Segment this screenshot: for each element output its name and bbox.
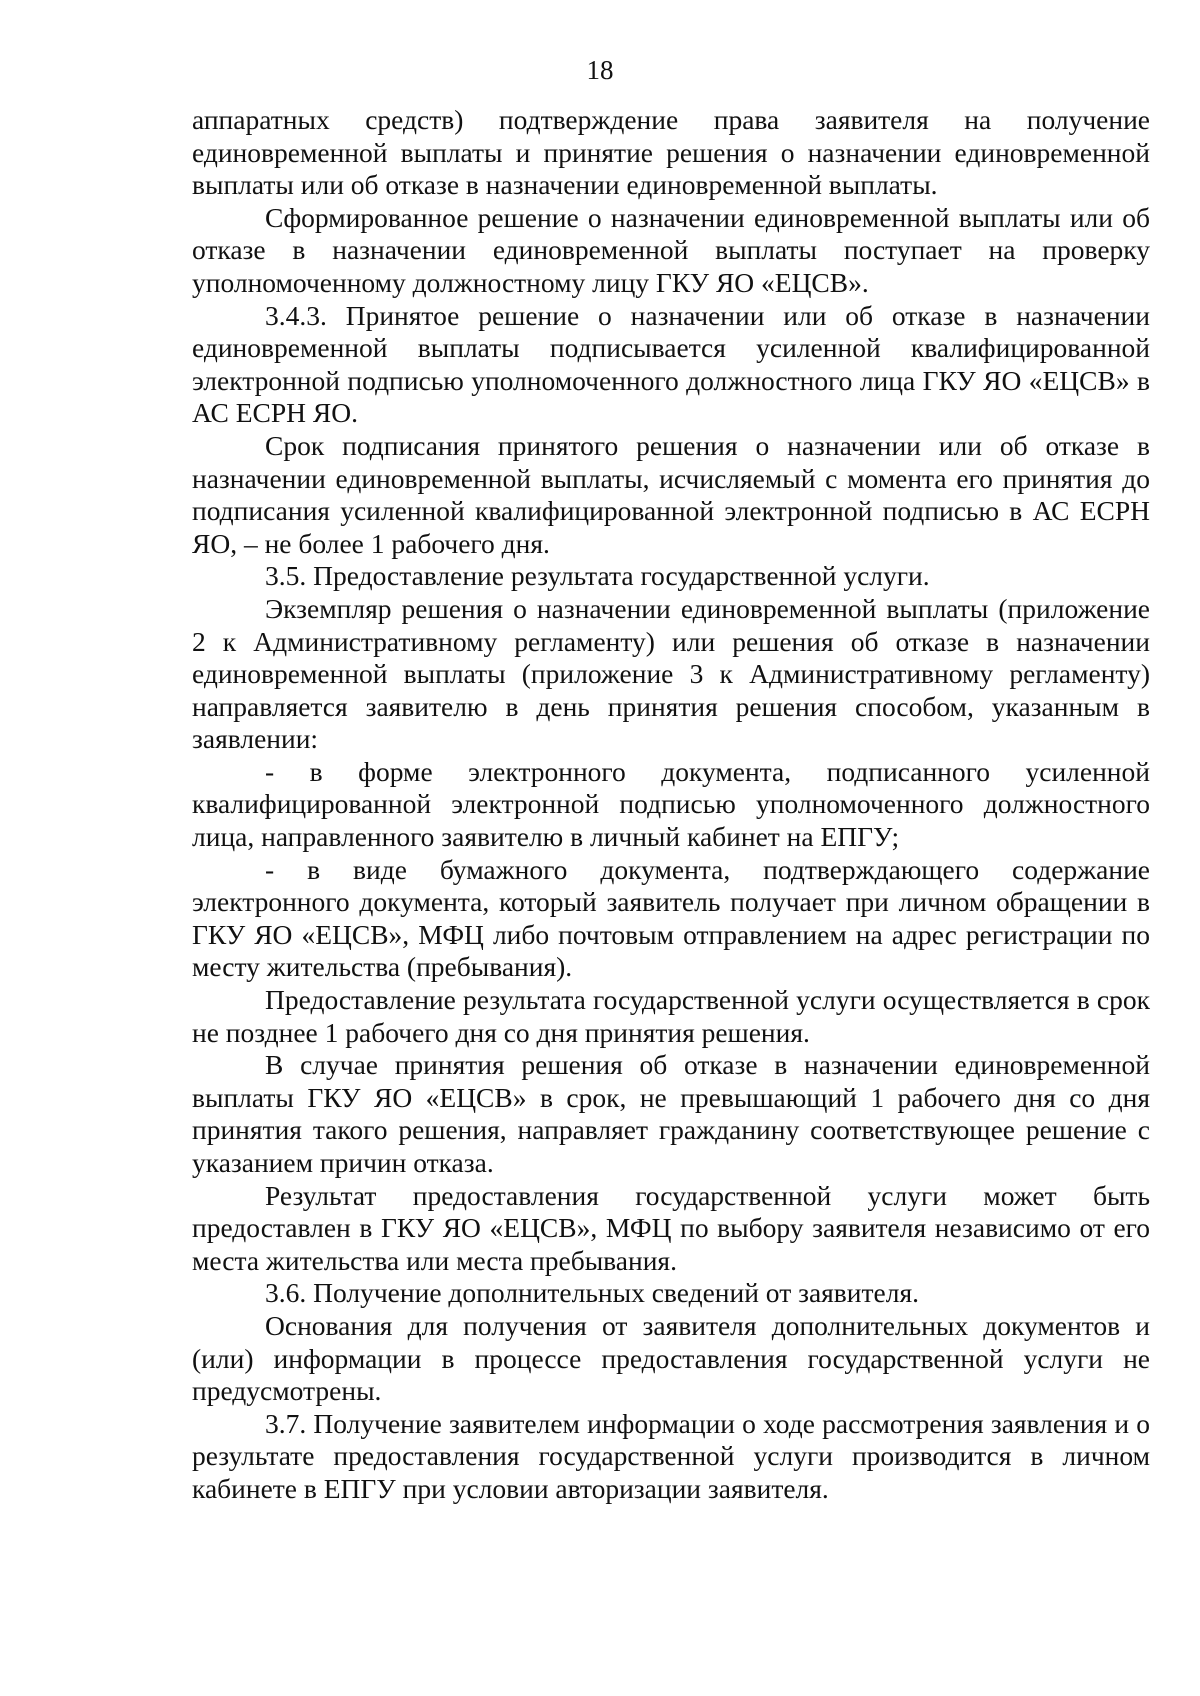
paragraph-1: аппаратных средств) подтверждение права заявителя на получение единовременной выплаты и принятие решения о назначении единовременной выплаты или об отказе в назначении единовременной выплаты. bbox=[192, 104, 1150, 201]
paragraph-13: Основания для получения от заявителя дополнительных документов и (или) информации в процессе предоставления государственной услуги не предусмотрены. bbox=[192, 1309, 1150, 1407]
paragraph-9: Предоставление результата государственной услуги осуществляется в срок не позднее 1 рабочего дня со дня принятия решения. bbox=[192, 984, 1150, 1048]
paragraph-2: Сформированное решение о назначении единовременной выплаты или об отказе в назначении единовременной выплаты поступает на проверку уполномоченному должностному лицу ГКУ ЯО «ЕЦСВ». bbox=[192, 201, 1150, 298]
list-item-electronic: - в форме электронного документа, подписанного усиленной квалифицированной электронной подписью уполномоченного должностного лица, направленного заявителю в личный кабинет на ЕПГУ; bbox=[192, 755, 1150, 853]
paragraph-6: Экземпляр решения о назначении единовременной выплаты (приложение 2 к Административному регламенту) или решения об отказе в назначении единовременной выплаты (приложение 3 к Административному регламенту) направляется заявителю в день принятия решения способом, указанным в заявлении: bbox=[192, 592, 1150, 755]
page-number: 18 bbox=[586, 55, 614, 85]
section-heading-3-6: 3.6. Получение дополнительных сведений от заявителя. bbox=[265, 1277, 919, 1309]
paragraph-4: Срок подписания принятого решения о назначении или об отказе в назначении единовременной выплаты, исчисляемый с момента его принятия до подписания усиленной квалифицированной электронной подписью в АС ЕСРН ЯО, – не более 1 рабочего дня. bbox=[192, 429, 1150, 559]
list-item-paper: - в виде бумажного документа, подтверждающего содержание электронного документа, который заявитель получает при личном обращении в ГКУ ЯО «ЕЦСВ», МФЦ либо почтовым отправлением на адрес регистрации по месту жительства (пребывания). bbox=[192, 853, 1150, 983]
paragraph-3: 3.4.3. Принятое решение о назначении или об отказе в назначении единовременной выплаты подписывается усиленной квалифицированной электронной подписью уполномоченного должностного лица ГКУ ЯО «ЕЦСВ» в АС ЕСРН ЯО. bbox=[192, 299, 1150, 429]
document-body bbox=[192, 104, 1150, 1506]
section-heading-3-7: 3.7. Получение заявителем информации о ходе рассмотрения заявления и о результате предоставления государственной услуги производится в личном кабинете в ЕПГУ при условии авторизации заявителя. bbox=[192, 1407, 1150, 1504]
paragraph-11: Результат предоставления государственной услуги может быть предоставлен в ГКУ ЯО «ЕЦСВ», МФЦ по выбору заявителя независимо от его места жительства или места пребывания. bbox=[192, 1179, 1150, 1276]
section-heading-3-5: 3.5. Предоставление результата государственной услуги. bbox=[265, 560, 930, 592]
paragraph-10: В случае принятия решения об отказе в назначении единовременной выплаты ГКУ ЯО «ЕЦСВ» в срок, не превышающий 1 рабочего дня со дня принятия такого решения, направляет гражданину соответствующее решение с указанием причин отказа. bbox=[192, 1049, 1150, 1178]
